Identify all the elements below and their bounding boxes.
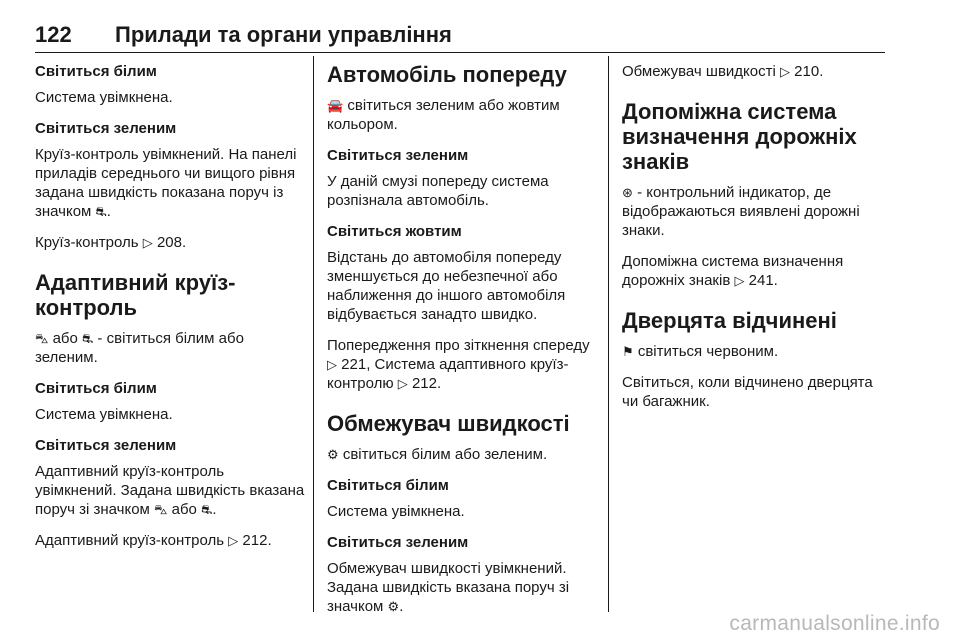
- page-header: [35, 22, 885, 46]
- speed-limiter-icon: ⚙: [327, 447, 339, 462]
- page-reference-icon: ▷: [142, 235, 153, 250]
- paragraph: Система увімкнена.: [35, 89, 173, 106]
- heading-white: Світиться білим: [35, 380, 157, 397]
- paragraph: Відстань до автомобіля попереду зменшується до небезпечної або наближення до іншого автомобіля відбувається занадто швидко.: [327, 249, 566, 323]
- section-heading-door-open: Дверцята відчинені: [622, 308, 837, 333]
- cross-reference: Обмежувач швидкості ▷ 210.: [622, 63, 824, 80]
- paragraph: ⚑ світиться червоним.: [622, 343, 779, 360]
- car-icon: 🚘: [327, 98, 344, 113]
- cruise-control-icon: ⛐: [95, 204, 107, 219]
- heading-green: Світиться зеленим: [327, 147, 469, 164]
- paragraph: Світиться, коли відчинено дверцята чи багажник.: [622, 374, 873, 410]
- paragraph: Система увімкнена.: [327, 503, 465, 520]
- column-2: [327, 62, 597, 628]
- section-heading-traffic-sign: Допоміжна система визначення дорожніх знаків: [622, 99, 857, 174]
- header-rule: [35, 52, 885, 53]
- column-divider: [608, 56, 609, 612]
- cruise-control-icon: ⛐: [82, 331, 94, 346]
- paragraph: У даній смузі попереду система розпізнала автомобіль.: [327, 173, 549, 209]
- traffic-sign-icon: ⊛: [622, 185, 633, 200]
- paragraph: ⛍ або ⛐ - світиться білим або зеленим.: [35, 330, 244, 366]
- paragraph: Обмежувач швидкості увімкнений. Задана швидкість вказана поруч зі значком ⚙.: [327, 560, 570, 615]
- cross-reference: Круїз-контроль ▷ 208.: [35, 234, 187, 251]
- page-reference-icon: ▷: [780, 64, 790, 79]
- cross-reference: Попередження про зіткнення спереду ▷ 221, Система адаптивного круїз-контролю ▷ 212.: [327, 337, 590, 392]
- page-link[interactable]: 210.: [794, 63, 824, 80]
- section-heading-vehicle-ahead: Автомобіль попереду: [327, 62, 567, 87]
- page-title: Прилади та органи управління: [115, 22, 452, 47]
- page-link[interactable]: 221, Система адаптивного круїз-контролю: [327, 356, 569, 392]
- column-1: [35, 62, 305, 562]
- paragraph: 🚘 світиться зеленим або жовтим кольором.: [327, 97, 560, 133]
- paragraph: Адаптивний круїз-контроль увімкнений. Задана швидкість вказана поруч зі значком ⛍ або ⛐.: [35, 463, 305, 518]
- heading-green: Світиться зеленим: [35, 437, 177, 454]
- column-divider: [313, 56, 314, 612]
- page-reference-icon: ▷: [327, 357, 337, 372]
- cross-reference: Адаптивний круїз-контроль ▷ 212.: [35, 532, 272, 549]
- heading-white: Світиться білим: [35, 63, 157, 80]
- heading-green: Світиться зеленим: [35, 120, 177, 137]
- heading-white: Світиться білим: [327, 477, 449, 494]
- paragraph: Круїз-контроль увімкнений. На панелі приладів середнього чи вищого рівня задана швидкість показана поруч із значком ⛐.: [35, 146, 297, 220]
- section-heading-speed-limiter: Обмежувач швидкості: [327, 411, 570, 436]
- page-reference-icon: ▷: [228, 533, 239, 548]
- page-link[interactable]: 208.: [156, 234, 187, 251]
- paragraph: Система увімкнена.: [35, 406, 173, 423]
- heading-green: Світиться зеленим: [327, 534, 469, 551]
- page-link[interactable]: 212.: [242, 532, 272, 549]
- page-link[interactable]: 212.: [411, 375, 442, 392]
- page-reference-icon: ▷: [397, 376, 408, 391]
- cross-reference: Допоміжна система визначення дорожніх знаків ▷ 241.: [622, 253, 844, 289]
- page-link[interactable]: 241.: [748, 272, 778, 289]
- page-number: 122: [35, 22, 72, 47]
- paragraph: ⚙ світиться білим або зеленим.: [327, 446, 548, 463]
- page-reference-icon: ▷: [734, 273, 745, 288]
- cruise-control-icon: ⛐: [201, 502, 213, 517]
- section-heading-acc: Адаптивний круїз-контроль: [35, 270, 236, 320]
- watermark: carmanualsonline.info: [729, 612, 940, 635]
- heading-yellow: Світиться жовтим: [327, 223, 462, 240]
- adaptive-cruise-icon: ⛍: [35, 331, 49, 346]
- door-open-icon: ⚑: [622, 344, 634, 359]
- adaptive-cruise-icon: ⛍: [154, 502, 168, 517]
- paragraph: ⊛ - контрольний індикатор, де відображаються виявлені дорожні знаки.: [622, 184, 860, 239]
- speed-limiter-icon: ⚙: [387, 599, 400, 614]
- column-3: [622, 62, 887, 423]
